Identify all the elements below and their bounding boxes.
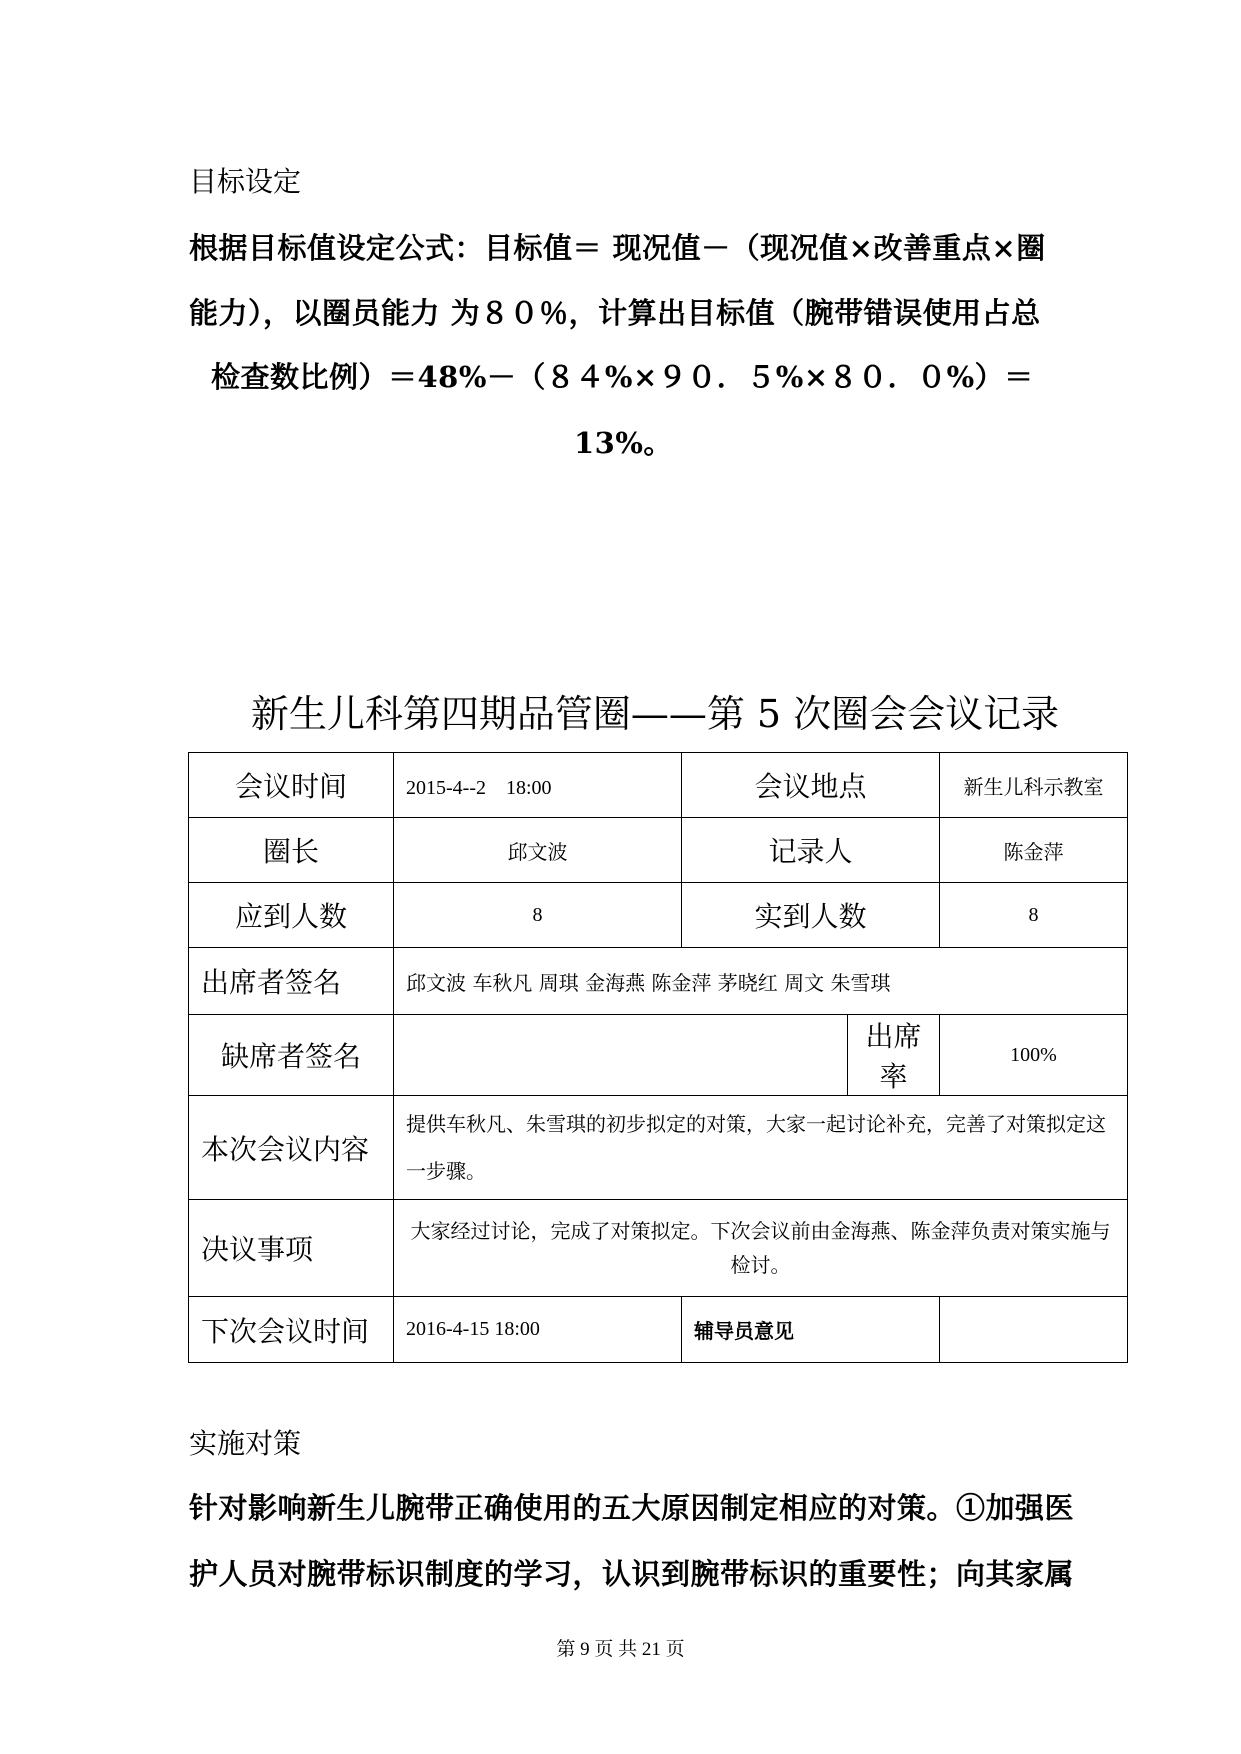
attendee-signature-label: 出席者签名 xyxy=(189,948,394,1015)
expected-count-label: 应到人数 xyxy=(189,883,394,948)
page-footer: 第 9 页 共 21 页 xyxy=(556,1639,685,1660)
leader-label: 圈长 xyxy=(189,818,394,883)
attendee-signature-value: 邱文波 车秋凡 周琪 金海燕 陈金萍 茅晓红 周文 朱雪琪 xyxy=(394,948,1128,1015)
goal-line-1: 根据目标值设定公式：目标值＝ 现况值－（现况值×改善重点×圈 xyxy=(189,231,1046,265)
resolution-label: 决议事项 xyxy=(189,1200,394,1297)
advisor-opinion-value xyxy=(940,1297,1128,1363)
meeting-content-label: 本次会议内容 xyxy=(189,1096,394,1200)
advisor-opinion-label: 辅导员意见 xyxy=(682,1297,940,1363)
leader-value: 邱文波 xyxy=(394,818,682,883)
actual-count-label: 实到人数 xyxy=(682,883,940,948)
meeting-time-value: 2015-4--2 18:00 xyxy=(394,753,682,818)
goal-line-2: 能力），以圈员能力 为８０％，计算出目标值（腕带错误使用占总 xyxy=(189,296,1041,330)
actual-count-value: 8 xyxy=(940,883,1128,948)
countermeasure-line-2: 护人员对腕带标识制度的学习，认识到腕带标识的重要性；向其家属 xyxy=(189,1557,1075,1591)
meeting-record-table xyxy=(188,752,1128,1363)
meeting-place-label: 会议地点 xyxy=(682,753,940,818)
goal-heading: 目标设定 xyxy=(189,165,302,198)
next-meeting-time-label: 下次会议时间 xyxy=(189,1297,394,1363)
meeting-content-value: 提供车秋凡、朱雪琪的初步拟定的对策，大家一起讨论补充，完善了对策拟定这一步骤。 xyxy=(394,1096,1128,1200)
attendance-rate-label: 出席率 xyxy=(848,1015,940,1096)
countermeasure-heading: 实施对策 xyxy=(189,1427,302,1460)
countermeasure-line-1: 针对影响新生儿腕带正确使用的五大原因制定相应的对策。①加强医 xyxy=(189,1491,1075,1525)
goal-line-4: 13%。 xyxy=(574,426,673,460)
next-meeting-time-value: 2016-4-15 18:00 xyxy=(394,1297,682,1363)
meeting-title: 新生儿科第四期品管圈——第 5 次圈会会议记录 xyxy=(250,692,1060,736)
expected-count-value: 8 xyxy=(394,883,682,948)
goal-line-3: 检查数比例）＝48%－（８４%×９０．５%×８０．０%）＝ xyxy=(211,360,1034,394)
recorder-value: 陈金萍 xyxy=(940,818,1128,883)
attendance-rate-value: 100% xyxy=(940,1015,1128,1096)
meeting-place-value: 新生儿科示教室 xyxy=(940,753,1128,818)
recorder-label: 记录人 xyxy=(682,818,940,883)
absentee-signature-label: 缺席者签名 xyxy=(189,1015,394,1096)
resolution-value: 大家经过讨论，完成了对策拟定。下次会议前由金海燕、陈金萍负责对策实施与检讨。 xyxy=(394,1200,1128,1297)
absentee-signature-value xyxy=(394,1015,848,1096)
meeting-time-label: 会议时间 xyxy=(189,753,394,818)
